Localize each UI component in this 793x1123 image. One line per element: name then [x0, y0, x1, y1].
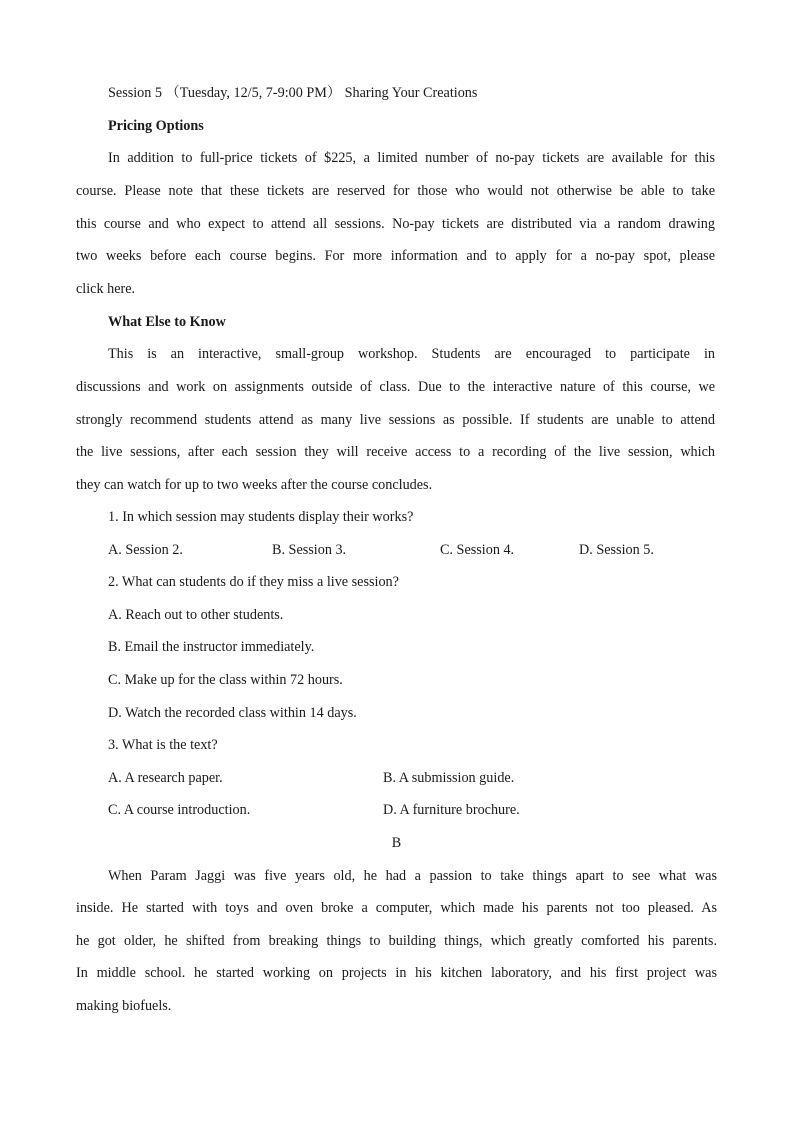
pricing-line-2: course. Please note that these tickets are reserved for those who would not otherwise be able to take: [76, 183, 715, 199]
question-1-option-c: C. Session 4.: [440, 542, 515, 558]
question-3-stem: 3. What is the text?: [108, 737, 218, 753]
question-2-stem: 2. What can students do if they miss a live session?: [108, 574, 399, 590]
question-2-option-c: C. Make up for the class within 72 hours.: [108, 672, 343, 688]
pricing-line-5: click here.: [76, 281, 136, 297]
question-1-option-b: B. Session 3.: [272, 542, 347, 558]
section-b-line-2: inside. He started with toys and oven broke a computer, which made his parents not too pleased. As: [76, 900, 717, 916]
question-3-option-b: B. A submission guide.: [383, 770, 515, 786]
question-1-stem: 1. In which session may students display their works?: [108, 509, 414, 525]
pricing-heading: Pricing Options: [108, 118, 204, 134]
section-b-line-4: In middle school. he started working on projects in his kitchen laboratory, and his first project was: [76, 965, 717, 981]
pricing-line-3: this course and who expect to attend all sessions. No-pay tickets are distributed via a random drawing: [76, 216, 715, 232]
question-3-option-a: A. A research paper.: [108, 770, 223, 786]
what-else-line-1: This is an interactive, small-group workshop. Students are encouraged to participate in: [108, 346, 715, 362]
question-2-option-b: B. Email the instructor immediately.: [108, 639, 315, 655]
what-else-heading: What Else to Know: [108, 314, 226, 330]
what-else-line-5: they can watch for up to two weeks after the course concludes.: [76, 477, 433, 493]
what-else-line-4: the live sessions, after each session they will receive access to a recording of the live session, which: [76, 444, 715, 460]
pricing-line-4: two weeks before each course begins. For more information and to apply for a no-pay spot, please: [76, 248, 715, 264]
section-b-line-3: he got older, he shifted from breaking things to building things, which greatly comforted his parents.: [76, 933, 717, 949]
question-3-option-c: C. A course introduction.: [108, 802, 251, 818]
question-2-option-d: D. Watch the recorded class within 14 days.: [108, 705, 357, 721]
question-3-option-d: D. A furniture brochure.: [383, 802, 520, 818]
session-5-line: Session 5 （Tuesday, 12/5, 7-9:00 PM） Sharing Your Creations: [108, 85, 478, 101]
what-else-line-2: discussions and work on assignments outside of class. Due to the interactive nature of this course, we: [76, 379, 715, 395]
question-2-option-a: A. Reach out to other students.: [108, 607, 284, 623]
section-b-line-1: When Param Jaggi was five years old, he had a passion to take things apart to see what was: [108, 868, 717, 884]
what-else-line-3: strongly recommend students attend as many live sessions as possible. If students are unable to attend: [76, 412, 715, 428]
section-b-line-5: making biofuels.: [76, 998, 172, 1014]
question-1-option-a: A. Session 2.: [108, 542, 183, 558]
pricing-line-1: In addition to full-price tickets of $225, a limited number of no-pay tickets are available for this: [108, 150, 715, 166]
section-b-label: B: [391, 835, 402, 851]
question-1-option-d: D. Session 5.: [579, 542, 654, 558]
